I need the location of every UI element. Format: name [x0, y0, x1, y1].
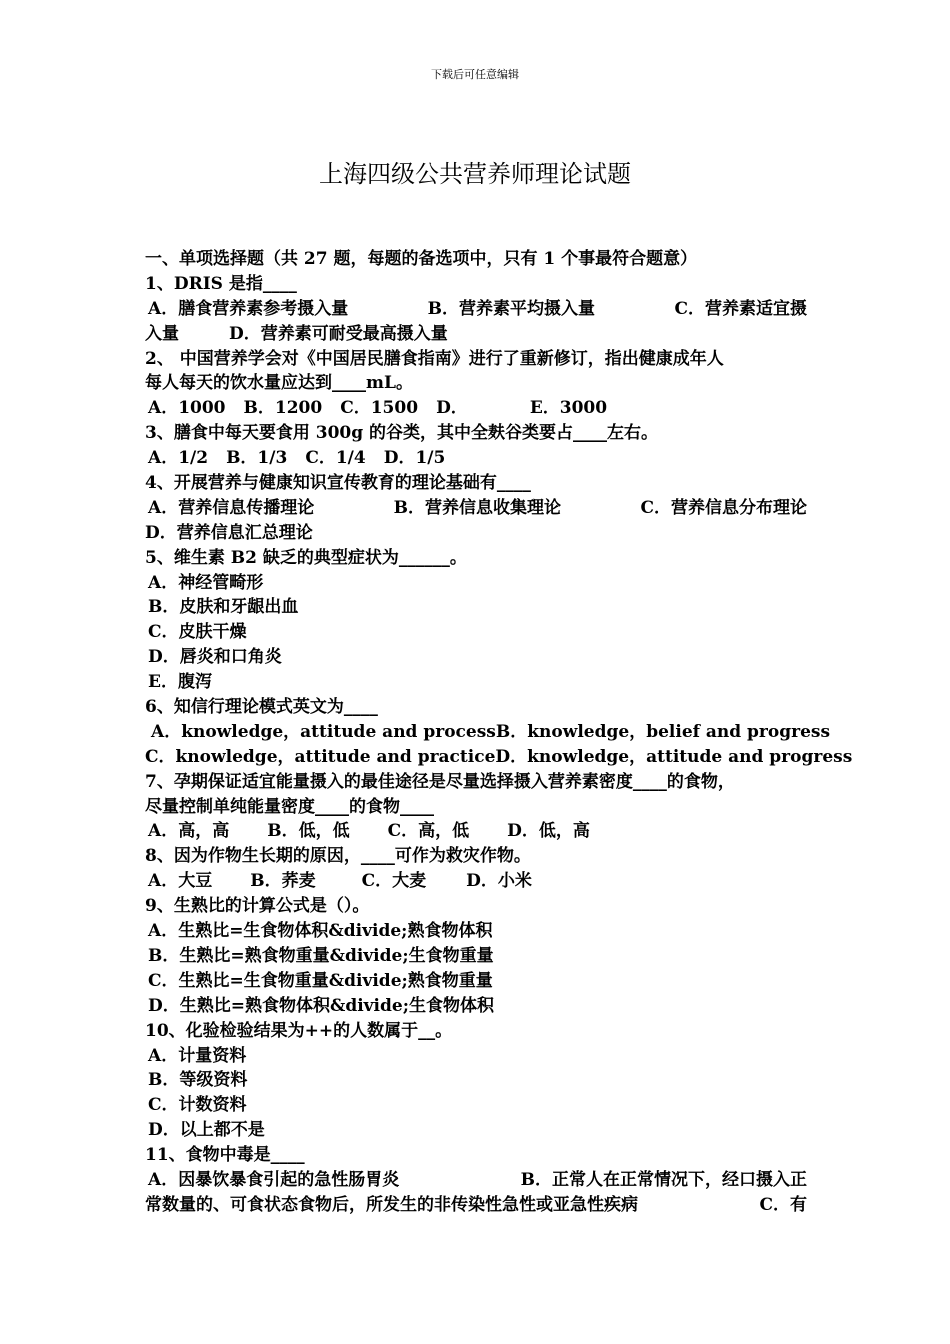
question-11-options-row-2	[145, 1193, 807, 1218]
question-7-options-row	[145, 819, 807, 844]
q2-option-a: A．1000	[148, 398, 226, 419]
q6-option-a: A．knowledge，attitude and process	[151, 721, 496, 742]
q9-option-a: A．生熟比=生食物体积&divide;熟食物体积	[148, 921, 493, 942]
q11-option-c: C．有	[759, 1194, 807, 1215]
q4-option-a: A．营养信息传播理论	[148, 497, 315, 518]
q8-option-b: B．荞麦	[250, 871, 316, 892]
q2-option-b: B．1200	[243, 398, 323, 419]
question-3-options-row	[145, 446, 807, 471]
question-6-options-row-2	[145, 745, 853, 770]
q3-option-a: A．1/2	[148, 448, 209, 469]
q8-option-c: C．大麦	[361, 871, 427, 892]
question-9-stem: 9、生熟比的计算公式是（）。	[145, 896, 370, 917]
question-8-options-row	[145, 869, 807, 894]
q2-option-d: D．	[436, 398, 468, 419]
q3-option-c: C．1/4	[305, 448, 366, 469]
q7-option-c: C．高，低	[387, 821, 470, 842]
q11-option-a: A．因暴饮暴食引起的急性肠胃炎	[148, 1169, 400, 1190]
q10-option-a: A．计量资料	[148, 1045, 247, 1066]
q9-option-d: D．生熟比=熟食物体积&divide;生食物体积	[148, 995, 494, 1016]
question-3-stem: 3、膳食中每天要食用 300g 的谷类，其中全麸谷类要占____左右。	[145, 423, 659, 444]
q5-option-d: D．唇炎和口角炎	[148, 647, 282, 668]
q11-option-b-2: 常数量的、可食状态食物后，所发生的非传染性急性或亚急性疾病	[145, 1194, 638, 1215]
q9-option-b: B．生熟比=熟食物重量&divide;生食物重量	[148, 945, 494, 966]
exam-content	[145, 247, 853, 1218]
q5-option-e: E．腹泻	[148, 672, 212, 693]
question-11-stem: 11、食物中毒是____	[145, 1145, 305, 1166]
q9-option-c: C．生熟比=生食物重量&divide;熟食物重量	[148, 970, 493, 991]
q10-option-b: B．等级资料	[148, 1070, 248, 1091]
question-8-stem: 8、因为作物生长期的原因，____可作为救灾作物。	[145, 846, 531, 867]
q8-option-a: A．大豆	[148, 871, 213, 892]
question-11-options-row	[145, 1168, 807, 1193]
section-heading: 一、单项选择题（共 27 题，每题的备选项中，只有 1 个事最符合题意）	[145, 249, 698, 269]
q5-option-c: C．皮肤干燥	[148, 622, 247, 643]
q10-option-c: C．计数资料	[148, 1095, 247, 1116]
question-5-stem: 5、维生素 B2 缺乏的典型症状为______。	[145, 547, 467, 568]
question-10-stem: 10、化验检验结果为++的人数属于__。	[145, 1020, 453, 1041]
q4-option-d: D．营养信息汇总理论	[145, 522, 313, 543]
page-title: 上海四级公共营养师理论试题	[319, 160, 631, 188]
q6-option-d: D．knowledge，attitude and progress	[495, 746, 853, 767]
q2-option-e: E．3000	[529, 398, 608, 419]
q1-option-a: A．膳食营养素参考摄入量	[148, 298, 349, 319]
q6-option-c: C．knowledge，attitude and practice	[145, 746, 496, 767]
q7-option-d: D．低，高	[507, 821, 590, 842]
q1-option-d: D．营养素可耐受最高摄入量	[229, 323, 448, 344]
q4-option-c: C．营养信息分布理论	[640, 497, 807, 518]
question-1-stem: 1、DRIS 是指____	[145, 273, 297, 294]
q11-option-b-1: B．正常人在正常情况下，经口摄入正	[520, 1169, 807, 1190]
question-6-options-row	[145, 720, 831, 745]
question-2-stem-1: 2、 中国营养学会对《中国居民膳食指南》进行了重新修订，指出健康成年人	[145, 348, 724, 369]
question-1-options-row	[145, 297, 807, 322]
q1-option-b: B．营养素平均摄入量	[427, 298, 596, 319]
q4-option-b: B．营养信息收集理论	[393, 497, 562, 518]
q5-option-a: A．神经管畸形	[148, 572, 264, 593]
q3-option-b: B．1/3	[226, 448, 288, 469]
q6-option-b: B．knowledge，belief and progress	[495, 721, 831, 742]
page-header: 下载后可任意编辑	[431, 68, 519, 81]
q3-option-d: D．1/5	[383, 448, 446, 469]
q5-option-b: B．皮肤和牙龈出血	[148, 597, 299, 618]
question-4-stem: 4、开展营养与健康知识宣传教育的理论基础有____	[145, 473, 531, 494]
q7-option-b: B．低，低	[267, 821, 350, 842]
question-2-stem-2: 每人每天的饮水量应达到____mL。	[145, 373, 413, 394]
question-2-options-row	[145, 396, 807, 421]
q10-option-d: D．以上都不是	[148, 1120, 265, 1141]
q1-option-c-cont: 入量	[145, 323, 179, 344]
q1-option-c: C．营养素适宜摄	[674, 298, 807, 319]
question-7-stem-2: 尽量控制单纯能量密度____的食物____	[145, 796, 434, 817]
question-6-stem: 6、知信行理论模式英文为____	[145, 697, 378, 718]
question-1-options-row-2	[145, 322, 807, 347]
q7-option-a: A．高，高	[148, 821, 230, 842]
q2-option-c: C．1500	[340, 398, 419, 419]
question-4-options-row	[145, 496, 807, 521]
q8-option-d: D．小米	[466, 871, 532, 892]
question-7-stem-1: 7、孕期保证适宜能量摄入的最佳途径是尽量选择摄入营养素密度____的食物，	[145, 771, 735, 792]
